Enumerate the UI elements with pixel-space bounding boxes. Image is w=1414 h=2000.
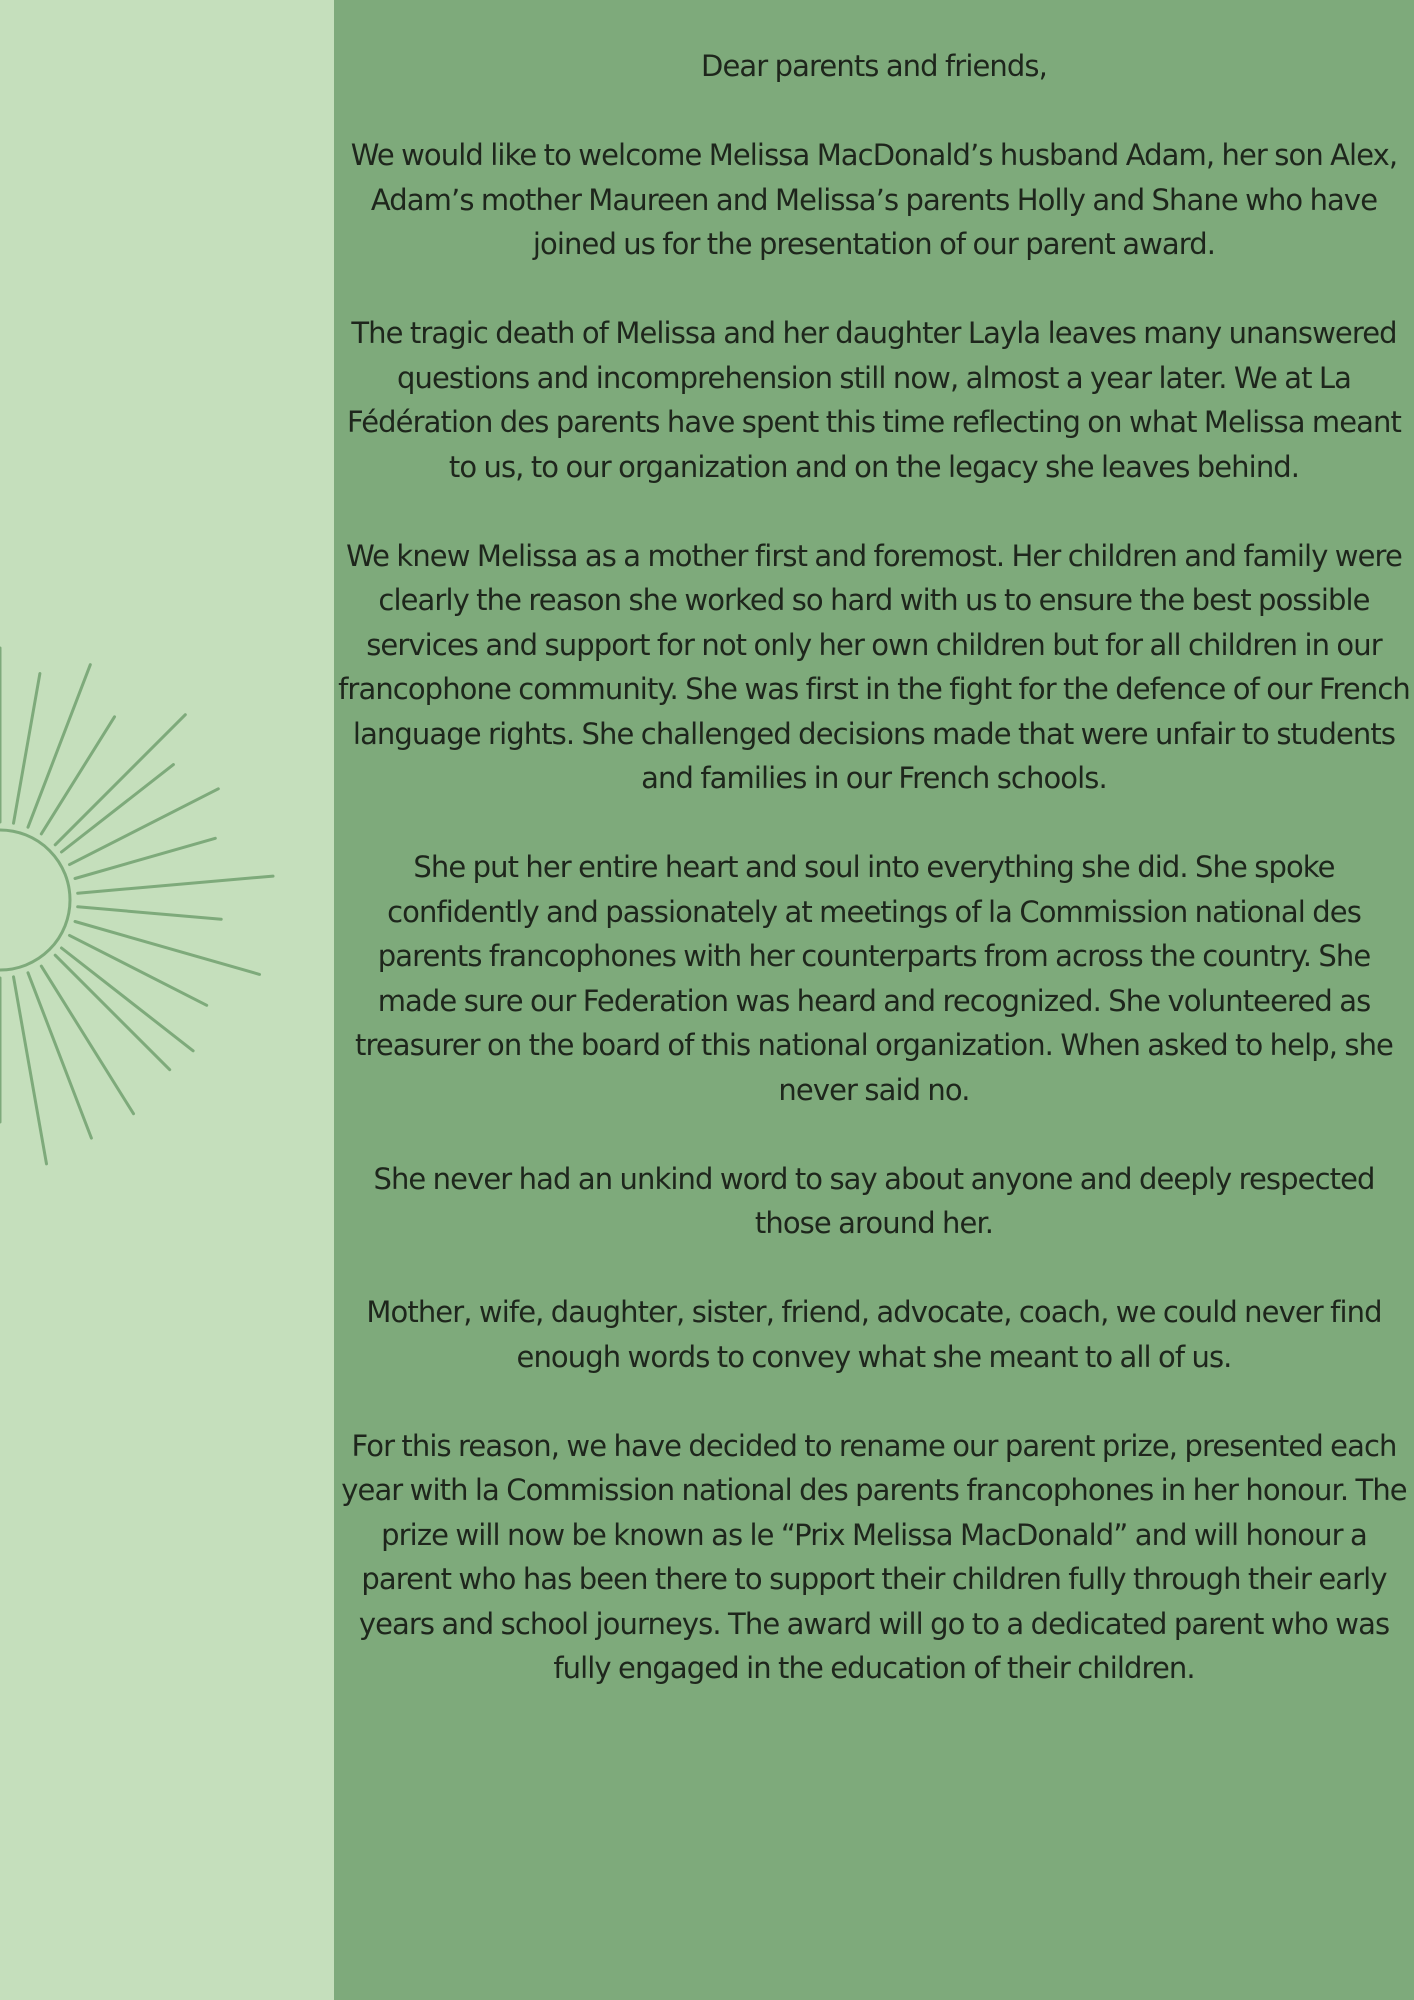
letter-paragraph-roles: Mother, wife, daughter, sister, friend, advocate, coach, we could never find enough words to convey what she meant to all of us. <box>366 1295 1382 1374</box>
letter-body <box>334 44 1414 1735</box>
letter-paragraph-prize: For this reason, we have decided to rename our parent prize, presented each year with la Commission national des parents francophones in her honour. The prize will now be known as le “Prix Melissa MacDonald” and will honour a parent who has been there to support their children fully through their early years and school journeys. The award will go to a dedicated parent who was fully engaged in the education of their children. <box>341 1428 1407 1685</box>
sun-ray <box>41 717 114 834</box>
sun-ray <box>78 907 222 920</box>
sun-ray <box>55 955 170 1069</box>
sun-ray <box>75 838 215 878</box>
sunburst-icon <box>0 600 334 1200</box>
letter-paragraph-welcome: We would like to welcome Melissa MacDonald’s husband Adam, her son Alex, Adam’s mother Maureen and Melissa’s parents Holly and Shane who have joined us for the presentation of our parent award. <box>350 138 1398 261</box>
letter-panel <box>334 0 1414 2000</box>
letter-paragraph-mother: We knew Melissa as a mother first and foremost. Her children and family were clearly the reason she worked so hard with us to ensure the best possible services and support for not only her own children but for all children in our francophone community. She was first in the fight for the defence of our French language rights. She challenged decisions made that were unfair to students and families in our French schools. <box>338 538 1410 795</box>
sun-ray <box>78 876 273 893</box>
sun-ray <box>75 922 260 975</box>
letter-greeting: Dear parents and friends, <box>701 49 1047 83</box>
left-decorative-panel <box>0 0 334 2000</box>
sun-ray <box>14 674 40 824</box>
letter-paragraph-heart-and-soul: She put her entire heart and soul into everything she did. She spoke confidently and passionately at meetings of la Commission national des parents francophones with her counterparts from across the country. She made sure our Federation was heard and recognized. She volunteered as treasurer on the board of this national organization. When asked to help, she never said no. <box>354 850 1394 1107</box>
letter-paragraph-kindness: She never had an unkind word to say about anyone and deeply respected those around her. <box>373 1161 1375 1240</box>
letter-paragraph-tragedy: The tragic death of Melissa and her daughter Layla leaves many unanswered questions and incomprehension still now, almost a year later. We at La Fédération des parents have spent this time reflecting on what Melissa meant to us, to our organization and on the legacy she leaves behind. <box>347 316 1401 484</box>
